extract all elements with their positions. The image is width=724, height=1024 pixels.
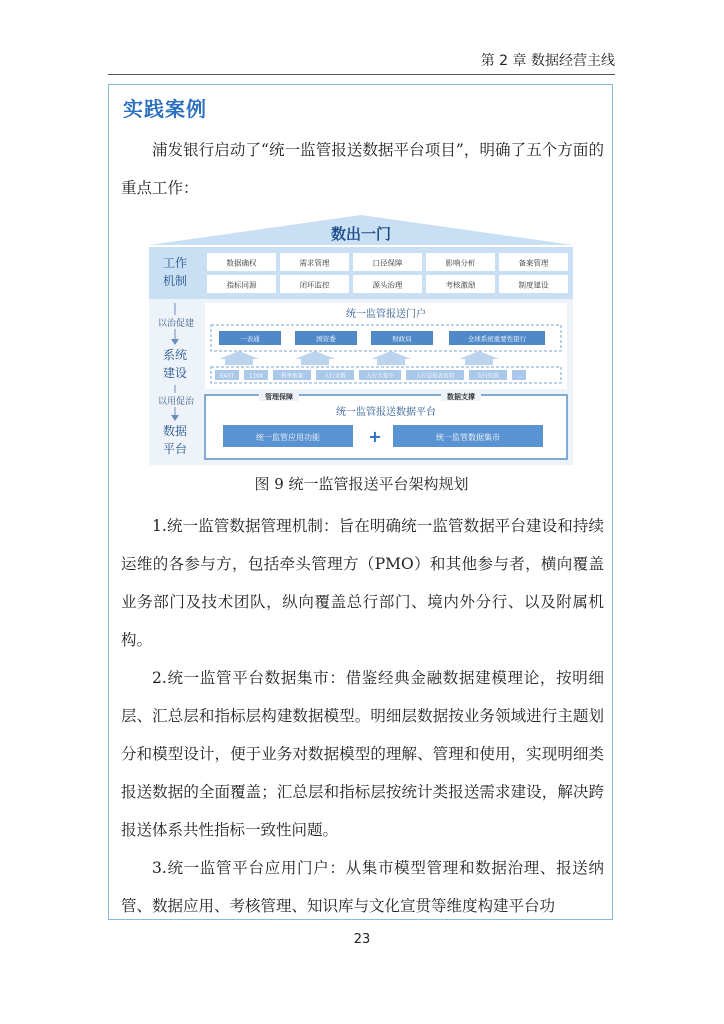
- page-number: 23: [353, 932, 371, 947]
- roof-title: 数出一门: [330, 225, 392, 243]
- item-2-paragraph: 2.统一监管平台数据集市：借鉴经典金融数据建模理论，按明细层、汇总层和指标层构建数据模型。明细层数据按业务领域进行主题划分和模型设计，便于业务对数据模型的理解、管理和使用，实现明细类报送数据的全面覆盖；汇总层和指标层按统计类报送需求建设，解决跨报送体系共性指标一致性问题。: [121, 669, 604, 839]
- mechanism-cell-label: 需求管理: [299, 258, 330, 268]
- mechanism-cell-label: 源头治理: [372, 280, 403, 290]
- tag-left: 管理保障: [265, 393, 293, 401]
- tag-right: 数据支撑: [447, 393, 475, 401]
- case-title: 实践案例: [123, 97, 207, 121]
- case-study-box: [108, 84, 613, 920]
- arrow2-label: 以用促治: [157, 397, 195, 407]
- running-head: [108, 48, 615, 75]
- portal-bottom-label: 人行大集中: [366, 373, 394, 380]
- platform-right: 统一监管数据集市: [436, 433, 500, 442]
- portal-top-label: 财政局: [392, 335, 412, 343]
- item-1-paragraph: 1.统一监管数据管理机制：旨在明确统一监管数据平台建设和持续运维的各参与方，包括牵头管理方（PMO）和其他参与者，横向覆盖业务部门及技术团队，纵向覆盖总行部门、境内外分行、以及附属机构。: [121, 517, 604, 649]
- portal-top-label: 国资委: [316, 335, 336, 343]
- mechanism-cell-label: 制度建设: [518, 280, 549, 290]
- mechanism-cell-label: 影响分析: [445, 258, 476, 268]
- portal-top-cells: [219, 331, 545, 345]
- mechanism-cell-label: 考核激励: [445, 280, 476, 290]
- portal-title: 统一监管报送门户: [346, 309, 426, 320]
- row3-label-a: 数据: [162, 424, 188, 438]
- portal-bottom-cells: [215, 370, 526, 380]
- architecture-diagram: [149, 213, 573, 465]
- mechanism-cell-label: 闭环监控: [299, 280, 330, 290]
- figure-caption: 图 9 统一监管报送平台架构规划: [254, 475, 469, 493]
- mechanism-cell-label: 指标同源: [226, 280, 257, 290]
- architecture-figure: [149, 213, 573, 465]
- row1-label-b: 机制: [162, 274, 188, 288]
- portal-top-label: 一表通: [240, 335, 260, 343]
- portal-top-label: 全球系统重要性银行: [467, 335, 527, 343]
- portal-bottom-label: 人行金数: [323, 373, 347, 380]
- row1-label-a: 工作: [162, 256, 188, 270]
- row3-label-b: 平台: [162, 442, 188, 456]
- portal-bottom-label: EAST: [219, 373, 235, 380]
- intro-paragraph: 浦发银行启动了“统一监管报送数据平台项目”，明确了五个方面的重点工作：: [121, 141, 604, 197]
- mechanism-cell-label: 备案管理: [518, 258, 549, 268]
- item-3-paragraph: 3.统一监管平台应用门户：从集市模型管理和数据治理、报送纳管、数据应用、考核管理、知识库与文化宣贯等维度构建平台功: [121, 859, 604, 915]
- platform-title: 统一监管报送数据平台: [336, 407, 436, 418]
- portal-bottom-label: 人行总报表资料: [415, 373, 455, 380]
- row2-label-a: 系统: [162, 348, 188, 362]
- portal-bottom-label: …: [516, 373, 522, 380]
- portal-bottom-label: 1104: [249, 373, 263, 380]
- portal-bottom-label: 利率备案: [280, 373, 304, 380]
- platform-plus: +: [368, 427, 382, 446]
- platform-left: 统一监管应用功能: [256, 433, 320, 442]
- chapter-title: 第 2 章 数据经营主线: [480, 53, 615, 69]
- mechanism-cell-label: 口径保障: [372, 258, 403, 268]
- arrow1-label: 以治促建: [157, 319, 195, 329]
- portal-bottom-label: 支付结算: [476, 373, 500, 380]
- row2-label-b: 建设: [162, 366, 188, 380]
- mechanism-cell-label: 数据确权: [226, 258, 257, 268]
